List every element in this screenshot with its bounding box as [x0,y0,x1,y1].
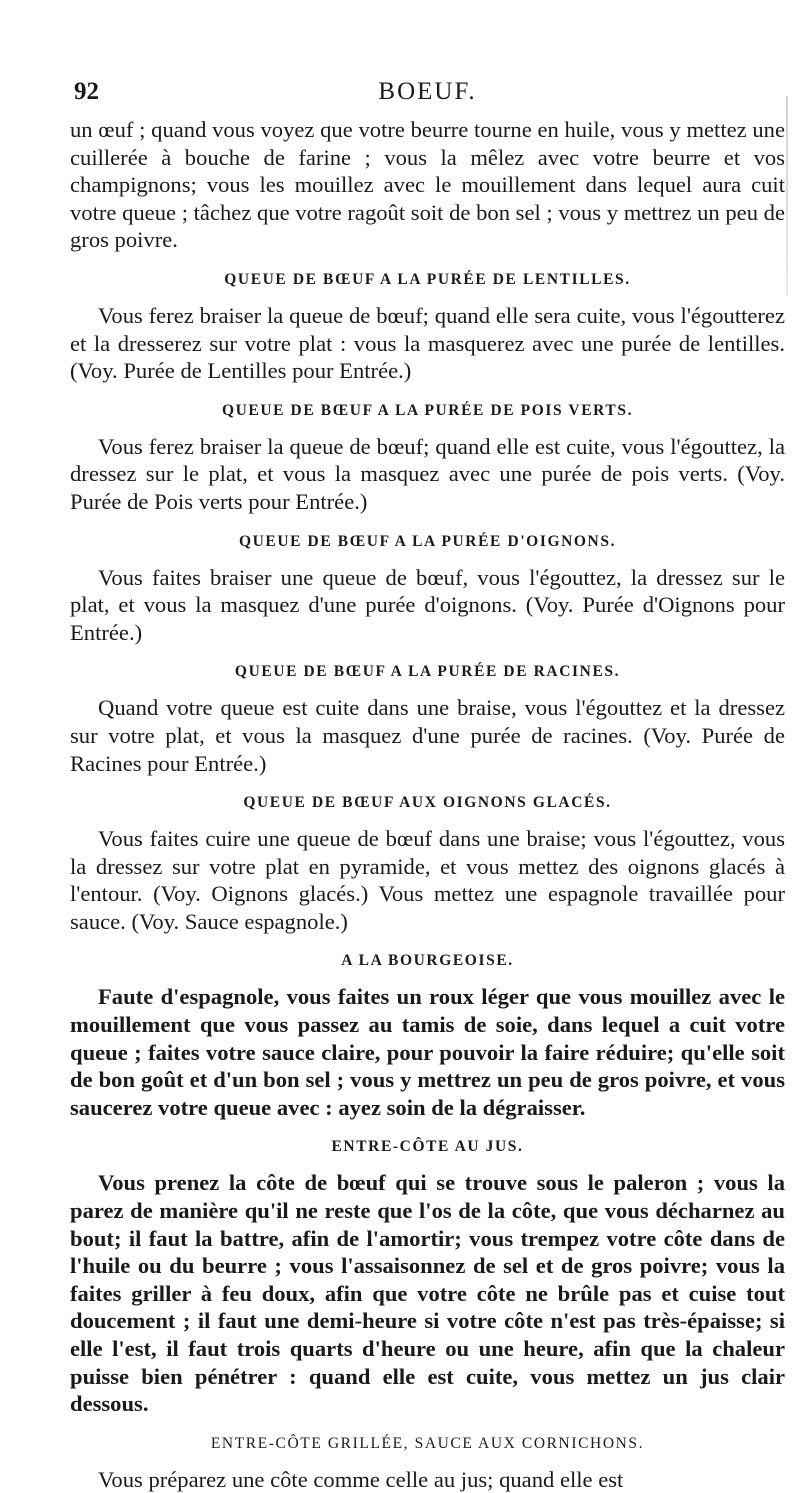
paragraph-entre-cote-jus: Vous prenez la côte de bœuf qui se trouve sous le paleron ; vous la parez de manière qu'il ne reste que l'os de la côte, que vous décharnez au bout; il faut la battre, afin de l'amortir; vous trempez votre côte dans de l'huile ou du beurre ; vous l'assaisonnez de sel et de gros poivre; vous la faites griller à feu doux, afin que votre côte ne brûle pas et cuise tout doucement ; il faut une demi-heure si votre côte n'est pas très-épaisse; si elle l'est, il faut trois quarts d'heure ou une heure, afin que la chaleur puisse bien pénétrer : quand elle est cuite, vous mettez un jus clair dessous. [70,1170,785,1417]
page-edge-shadow [786,96,788,296]
running-title: BOEUF. [378,78,477,105]
paragraph-oignons-glaces: Vous faites cuire une queue de bœuf dans une braise; vous l'égouttez, vous la dressez sur votre plat en pyramide, et vous mettez des oignons glacés à l'entour. (Voy. Oignons glacés.) Vous mettez une espagnole travaillée pour sauce. (Voy. Sauce espagnole.) [70,826,785,934]
paragraph-continuation: un œuf ; quand vous voyez que votre beurre tourne en huile, vous y mettez une cuillerée à bouche de farine ; vous la mêlez avec votre beurre et vos champignons; vous les mouillez avec le mouillement dans lequel aura cuit votre queue ; tâchez que votre ragoût soit de bon sel ; vous y mettrez un peu de gros poivre. [70,117,785,253]
paragraph-racines: Quand votre queue est cuite dans une braise, vous l'égouttez et la dressez sur votre plat, et vous la masquez d'une purée de racines. (Voy. Purée de Racines pour Entrée.) [70,695,785,776]
section-heading-racines: QUEUE DE BŒUF A LA PURÉE DE RACINES. [234,663,621,681]
section-heading-oignons-glaces: QUEUE DE BŒUF AUX OIGNONS GLACÉS. [243,794,612,812]
section-heading-entre-cote-jus: ENTRE-CÔTE AU JUS. [331,1138,524,1156]
section-heading-pois-verts: QUEUE DE BŒUF A LA PURÉE DE POIS VERTS. [221,401,634,419]
section-heading-entre-cote-grillee: ENTRE-CÔTE GRILLÉE, SAUCE AUX CORNICHONS. [210,1434,645,1452]
section-heading-oignons: QUEUE DE BŒUF A LA PURÉE D'OIGNONS. [238,532,617,550]
paragraph-bourgeoise: Faute d'espagnole, vous faites un roux léger que vous mouillez avec le mouillement que vous passez au tamis de soie, dans lequel a cuit votre queue ; faites votre sauce claire, pour pouvoir la faire réduire; qu'elle soit de bon goût et d'un bon sel ; vous y mettrez un peu de gros poivre, et vous saucerez votre queue avec : ayez soin de la dégraisser. [70,984,785,1120]
section-heading-lentilles: QUEUE DE BŒUF A LA PURÉE DE LENTILLES. [224,270,631,288]
paragraph-pois-verts: Vous ferez braiser la queue de bœuf; quand elle est cuite, vous l'égouttez, la dressez sur le plat, et vous la masquez avec une purée de pois verts. (Voy. Purée de Pois verts pour Entrée.) [70,433,785,514]
section-heading-bourgeoise: A LA BOURGEOISE. [341,952,514,970]
page-number: 92 [74,78,99,105]
page-header [70,78,785,116]
paragraph-entre-cote-grillee: Vous préparez une côte comme celle au jus; quand elle est [98,1466,624,1492]
book-page [70,78,785,1493]
paragraph-oignons: Vous faites braiser une queue de bœuf, vous l'égouttez, la dressez sur le plat, et vous la masquez d'une purée d'oignons. (Voy. Purée d'Oignons pour Entrée.) [70,564,785,645]
paragraph-lentilles: Vous ferez braiser la queue de bœuf; quand elle sera cuite, vous l'égoutterez et la dresserez sur votre plat : vous la masquerez avec une purée de lentilles. (Voy. Purée de Lentilles pour Entrée.) [70,302,785,384]
